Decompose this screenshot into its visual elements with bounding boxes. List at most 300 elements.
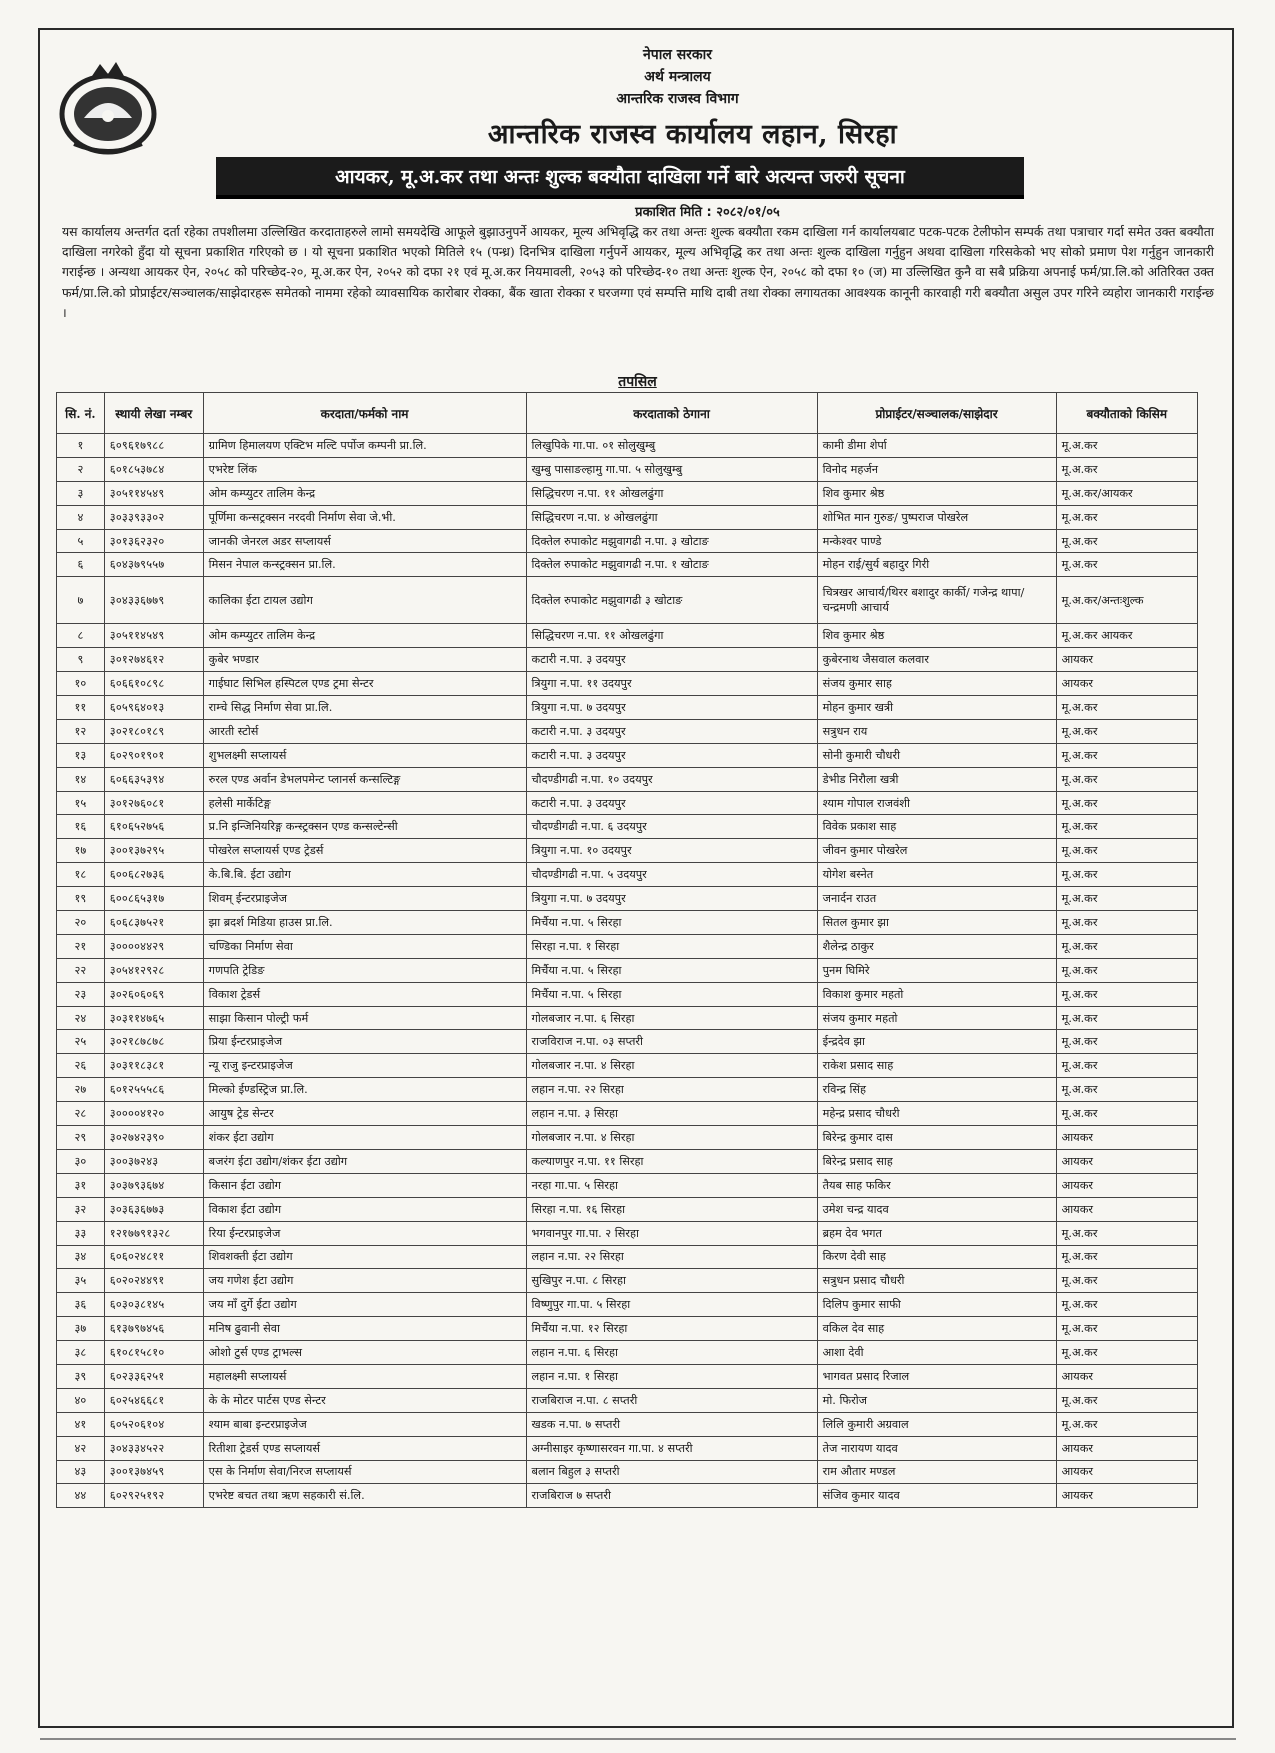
- cell-serial: १३: [57, 743, 105, 767]
- cell-arrears-type: मू.अ.कर: [1056, 1006, 1197, 1030]
- cell-arrears-type: मू.अ.कर: [1056, 911, 1197, 935]
- cell-serial: १५: [57, 791, 105, 815]
- cell-pan: ६००८६५३१७: [104, 887, 203, 911]
- cell-serial: ३६: [57, 1293, 105, 1317]
- header-proprietor: प्रोप्राईटर/सञ्चालक/साझेदार: [817, 393, 1056, 434]
- cell-taxpayer-name: विकाश ईटा उद्योग: [203, 1197, 526, 1221]
- cell-address: कटारी न.पा. ३ उदयपुर: [526, 719, 817, 743]
- cell-address: लहान न.पा. ६ सिरहा: [526, 1341, 817, 1365]
- cell-serial: २६: [57, 1054, 105, 1078]
- cell-taxpayer-name: एभरेष्ट लिंक: [203, 457, 526, 481]
- cell-pan: ३०२१८७८७८: [104, 1030, 203, 1054]
- cell-address: गोलबजार न.पा. ६ सिरहा: [526, 1006, 817, 1030]
- ministry-name: अर्थ मन्त्रालय: [644, 69, 711, 85]
- cell-address: लहान न.पा. २२ सिरहा: [526, 1245, 817, 1269]
- cell-proprietor: वकिल देव साह: [817, 1317, 1056, 1341]
- table-row: [57, 791, 1198, 815]
- cell-proprietor: संजय कुमार महतो: [817, 1006, 1056, 1030]
- cell-serial: १: [57, 434, 105, 458]
- cell-arrears-type: आयकर: [1056, 1149, 1197, 1173]
- cell-pan: ३०१२७४६१२: [104, 648, 203, 672]
- cell-address: मिर्चैया न.पा. १२ सिरहा: [526, 1317, 817, 1341]
- cell-pan: ६१०८१५८१०: [104, 1341, 203, 1365]
- cell-arrears-type: आयकर: [1056, 1436, 1197, 1460]
- cell-taxpayer-name: एस के निर्माण सेवा/निरज सप्लायर्स: [203, 1460, 526, 1484]
- cell-arrears-type: मू.अ.कर: [1056, 696, 1197, 720]
- cell-address: दिक्तेल रुपाकोट मझुवागढी न.पा. १ खोटाङ: [526, 553, 817, 577]
- cell-serial: ११: [57, 696, 105, 720]
- cell-address: त्रियुगा न.पा. ७ उदयपुर: [526, 887, 817, 911]
- cell-proprietor: राकेश प्रसाद साह: [817, 1054, 1056, 1078]
- table-row: [57, 1030, 1198, 1054]
- cell-proprietor: डेभीड निरौला खत्री: [817, 767, 1056, 791]
- cell-arrears-type: मू.अ.कर: [1056, 863, 1197, 887]
- cell-arrears-type: मू.अ.कर: [1056, 1341, 1197, 1365]
- cell-proprietor: भागवत प्रसाद रिजाल: [817, 1364, 1056, 1388]
- cell-proprietor: मो. फिरोज: [817, 1388, 1056, 1412]
- table-row: [57, 1317, 1198, 1341]
- cell-taxpayer-name: रिया ईन्टरप्राइजेज: [203, 1221, 526, 1245]
- cell-proprietor: चित्रखर आचार्य/थिरर बशादुर कार्की/ गजेन्द्र थापा/ चन्द्रमणी आचार्य: [817, 577, 1056, 624]
- cell-address: राजबिराज न.पा. ८ सप्तरी: [526, 1388, 817, 1412]
- cell-arrears-type: मू.अ.कर: [1056, 1293, 1197, 1317]
- cell-address: भगवानपुर गा.पा. २ सिरहा: [526, 1221, 817, 1245]
- cell-pan: ३०३७९३६७४: [104, 1173, 203, 1197]
- cell-serial: ४१: [57, 1412, 105, 1436]
- header: [0, 44, 1275, 151]
- header-serial: सि. नं.: [57, 393, 105, 434]
- cell-pan: ६०१८५३७८४: [104, 457, 203, 481]
- cell-address: सिद्धिचरण न.पा. ४ ओखलढुंगा: [526, 505, 817, 529]
- cell-serial: ३४: [57, 1245, 105, 1269]
- cell-address: सुखिपुर न.पा. ८ सिरहा: [526, 1269, 817, 1293]
- table-row: [57, 696, 1198, 720]
- cell-arrears-type: आयकर: [1056, 1484, 1197, 1508]
- cell-pan: ६०१२५५५८६: [104, 1078, 203, 1102]
- cell-proprietor: कुबेरनाथ जैसवाल कलवार: [817, 648, 1056, 672]
- cell-pan: ६१०६५२७५६: [104, 815, 203, 839]
- table-row: [57, 505, 1198, 529]
- cell-taxpayer-name: किसान ईटा उद्योग: [203, 1173, 526, 1197]
- cell-arrears-type: मू.अ.कर: [1056, 767, 1197, 791]
- cell-proprietor: कामी डीमा शेर्पा: [817, 434, 1056, 458]
- cell-proprietor: लिलि कुमारी अग्रवाल: [817, 1412, 1056, 1436]
- cell-proprietor: मन्केश्वर पाण्डे: [817, 529, 1056, 553]
- cell-arrears-type: मू.अ.कर: [1056, 815, 1197, 839]
- table-row: [57, 1173, 1198, 1197]
- cell-taxpayer-name: न्यू राजु इन्टरप्राइजेज: [203, 1054, 526, 1078]
- cell-proprietor: विनोद महर्जन: [817, 457, 1056, 481]
- cell-taxpayer-name: हलेसी मार्केटिङ्ग: [203, 791, 526, 815]
- cell-taxpayer-name: शुभलक्ष्मी सप्लायर्स: [203, 743, 526, 767]
- cell-pan: ६०५२०६१०४: [104, 1412, 203, 1436]
- cell-proprietor: सत्रुधन प्रसाद चौधरी: [817, 1269, 1056, 1293]
- cell-address: सिरहा न.पा. १६ सिरहा: [526, 1197, 817, 1221]
- cell-arrears-type: मू.अ.कर: [1056, 887, 1197, 911]
- cell-pan: ३००००४४२९: [104, 934, 203, 958]
- cell-address: गोलबजार न.पा. ४ सिरहा: [526, 1054, 817, 1078]
- cell-address: राजविराज न.पा. ०३ सप्तरी: [526, 1030, 817, 1054]
- table-row: [57, 815, 1198, 839]
- cell-proprietor: संजिव कुमार यादव: [817, 1484, 1056, 1508]
- cell-address: खुम्बु पासाङल्हामु गा.पा. ५ सोलुखुम्बु: [526, 457, 817, 481]
- cell-address: मिर्चैया न.पा. ५ सिरहा: [526, 958, 817, 982]
- cell-serial: ७: [57, 577, 105, 624]
- cell-serial: २५: [57, 1030, 105, 1054]
- cell-proprietor: मोहन राई/सुर्य बहादुर गिरी: [817, 553, 1056, 577]
- cell-arrears-type: मू.अ.कर: [1056, 1221, 1197, 1245]
- table-row: [57, 887, 1198, 911]
- cell-address: कटारी न.पा. ३ उदयपुर: [526, 743, 817, 767]
- cell-proprietor: विकाश कुमार महतो: [817, 982, 1056, 1006]
- cell-arrears-type: मू.अ.कर: [1056, 719, 1197, 743]
- cell-taxpayer-name: गणपति ट्रेडिङ: [203, 958, 526, 982]
- cell-pan: १२१७७९१३२८: [104, 1221, 203, 1245]
- cell-pan: ३०२६०६०६९: [104, 982, 203, 1006]
- cell-taxpayer-name: ग्रामिण हिमालयण एक्टिभ मल्टि पर्पोज कम्पनी प्रा.लि.: [203, 434, 526, 458]
- table-row: [57, 767, 1198, 791]
- header-arrears-type: बक्यौताको किसिम: [1056, 393, 1197, 434]
- cell-proprietor: ईन्द्रदेव झा: [817, 1030, 1056, 1054]
- cell-pan: ६०४३७९५५७: [104, 553, 203, 577]
- cell-taxpayer-name: चण्डिका निर्माण सेवा: [203, 934, 526, 958]
- cell-taxpayer-name: शिवम् ईन्टरप्राइजेज: [203, 887, 526, 911]
- cell-taxpayer-name: राम्चे सिद्ध निर्माण सेवा प्रा.लि.: [203, 696, 526, 720]
- cell-proprietor: राम औतार मण्डल: [817, 1460, 1056, 1484]
- cell-arrears-type: मू.अ.कर: [1056, 839, 1197, 863]
- cell-pan: ३०२१८०१८९: [104, 719, 203, 743]
- cell-proprietor: संजय कुमार साह: [817, 672, 1056, 696]
- cell-serial: ४०: [57, 1388, 105, 1412]
- cell-arrears-type: आयकर: [1056, 1364, 1197, 1388]
- table-row: [57, 743, 1198, 767]
- cell-taxpayer-name: साझा किसान पोल्ट्री फर्म: [203, 1006, 526, 1030]
- cell-taxpayer-name: जानकी जेनरल अडर सप्लायर्स: [203, 529, 526, 553]
- table-row: [57, 434, 1198, 458]
- cell-pan: ३००३७२४३: [104, 1149, 203, 1173]
- table-row: [57, 1102, 1198, 1126]
- cell-arrears-type: मू.अ.कर: [1056, 1388, 1197, 1412]
- cell-arrears-type: आयकर: [1056, 1173, 1197, 1197]
- cell-address: मिर्चैया न.पा. ५ सिरहा: [526, 982, 817, 1006]
- table-row: [57, 1245, 1198, 1269]
- cell-serial: २३: [57, 982, 105, 1006]
- cell-pan: ३००१३७४५९: [104, 1460, 203, 1484]
- cell-taxpayer-name: कुबेर भण्डार: [203, 648, 526, 672]
- cell-serial: २४: [57, 1006, 105, 1030]
- cell-pan: ६०२५४६६८१: [104, 1388, 203, 1412]
- defaulters-table: [56, 392, 1198, 1508]
- cell-taxpayer-name: झा ब्रदर्श मिडिया हाउस प्रा.लि.: [203, 911, 526, 935]
- cell-proprietor: शिव कुमार श्रेष्ठ: [817, 624, 1056, 648]
- cell-address: लहान न.पा. १ सिरहा: [526, 1364, 817, 1388]
- cell-address: त्रियुगा न.पा. ११ उदयपुर: [526, 672, 817, 696]
- table-row: [57, 1054, 1198, 1078]
- cell-pan: ३०१२७६०८१: [104, 791, 203, 815]
- cell-arrears-type: मू.अ.कर: [1056, 743, 1197, 767]
- cell-taxpayer-name: पूर्णिमा कन्सट्रक्सन नरदवी निर्माण सेवा जे.भी.: [203, 505, 526, 529]
- table-row: [57, 958, 1198, 982]
- table-row: [57, 1126, 1198, 1150]
- cell-proprietor: तैयब साह फकिर: [817, 1173, 1056, 1197]
- cell-arrears-type: मू.अ.कर/आयकर: [1056, 481, 1197, 505]
- table-row: [57, 648, 1198, 672]
- cell-arrears-type: मू.अ.कर: [1056, 1030, 1197, 1054]
- cell-pan: ३०४३३६७७९: [104, 577, 203, 624]
- cell-taxpayer-name: श्याम बाबा इन्टरप्राइजेज: [203, 1412, 526, 1436]
- cell-taxpayer-name: के.बि.बि. ईटा उद्योग: [203, 863, 526, 887]
- cell-taxpayer-name: बजरंग ईटा उद्योग/शंकर ईटा उद्योग: [203, 1149, 526, 1173]
- department-name: आन्तरिक राजस्व विभाग: [616, 91, 739, 107]
- cell-serial: २९: [57, 1126, 105, 1150]
- cell-arrears-type: मू.अ.कर: [1056, 958, 1197, 982]
- cell-address: लहान न.पा. २२ सिरहा: [526, 1078, 817, 1102]
- cell-proprietor: शिव कुमार श्रेष्ठ: [817, 481, 1056, 505]
- cell-pan: ६०२९२५१९२: [104, 1484, 203, 1508]
- cell-serial: २७: [57, 1078, 105, 1102]
- header-taxpayer-name: करदाता/फर्मको नाम: [203, 393, 526, 434]
- cell-serial: ४३: [57, 1460, 105, 1484]
- cell-proprietor: शैलेन्द्र ठाकुर: [817, 934, 1056, 958]
- cell-serial: ४२: [57, 1436, 105, 1460]
- cell-taxpayer-name: गाईघाट सिभिल हस्पिटल एण्ड ट्रमा सेन्टर: [203, 672, 526, 696]
- cell-taxpayer-name: महालक्ष्मी सप्लायर्स: [203, 1364, 526, 1388]
- table-row: [57, 1460, 1198, 1484]
- cell-arrears-type: मू.अ.कर: [1056, 553, 1197, 577]
- bottom-rule: [40, 1738, 1236, 1740]
- cell-arrears-type: मू.अ.कर: [1056, 1078, 1197, 1102]
- cell-proprietor: तेज नारायण यादव: [817, 1436, 1056, 1460]
- cell-proprietor: सत्रुधन राय: [817, 719, 1056, 743]
- cell-arrears-type: मू.अ.कर: [1056, 1412, 1197, 1436]
- cell-serial: ४: [57, 505, 105, 529]
- cell-proprietor: श्याम गोपाल राजवंशी: [817, 791, 1056, 815]
- cell-pan: ३०३३९३३०२: [104, 505, 203, 529]
- cell-address: खडक न.पा. ७ सप्तरी: [526, 1412, 817, 1436]
- cell-address: चौदण्डीगढी न.पा. ६ उदयपुर: [526, 815, 817, 839]
- cell-address: सिरहा न.पा. १ सिरहा: [526, 934, 817, 958]
- cell-address: नरहा गा.पा. ५ सिरहा: [526, 1173, 817, 1197]
- cell-pan: ६०२९०१९०१: [104, 743, 203, 767]
- publish-date: प्रकाशित मिति : २०८२/०१/०५: [635, 205, 780, 220]
- cell-serial: ३७: [57, 1317, 105, 1341]
- cell-serial: १८: [57, 863, 105, 887]
- table-row: [57, 529, 1198, 553]
- cell-address: सिद्धिचरण न.पा. ११ ओखलढुंगा: [526, 624, 817, 648]
- cell-address: राजबिराज ७ सप्तरी: [526, 1484, 817, 1508]
- cell-taxpayer-name: शंकर ईटा उद्योग: [203, 1126, 526, 1150]
- table-row: [57, 577, 1198, 624]
- table-row: [57, 1149, 1198, 1173]
- cell-arrears-type: मू.अ.कर: [1056, 505, 1197, 529]
- cell-proprietor: पुनम घिमिरे: [817, 958, 1056, 982]
- table-row: [57, 1269, 1198, 1293]
- cell-arrears-type: मू.अ.कर: [1056, 1054, 1197, 1078]
- cell-address: लहान न.पा. ३ सिरहा: [526, 1102, 817, 1126]
- cell-address: चौदण्डीगढी न.पा. ५ उदयपुर: [526, 863, 817, 887]
- cell-arrears-type: आयकर: [1056, 648, 1197, 672]
- details-heading: तपसिल: [618, 374, 657, 390]
- cell-taxpayer-name: प्र.नि इन्जिनियरिङ्ग कन्स्ट्रक्सन एण्ड कन्सल्टेन्सी: [203, 815, 526, 839]
- table-row: [57, 457, 1198, 481]
- cell-proprietor: विवेक प्रकाश साह: [817, 815, 1056, 839]
- cell-serial: ३३: [57, 1221, 105, 1245]
- table-header-row: [57, 393, 1198, 434]
- cell-address: दिक्तेल रुपाकोट मझुवागढी न.पा. ३ खोटाङ: [526, 529, 817, 553]
- cell-arrears-type: आयकर: [1056, 1126, 1197, 1150]
- cell-taxpayer-name: के के मोटर पार्टस एण्ड सेन्टर: [203, 1388, 526, 1412]
- table-row: [57, 672, 1198, 696]
- header-pan: स्थायी लेखा नम्बर: [104, 393, 203, 434]
- table-row: [57, 1078, 1198, 1102]
- cell-proprietor: बिरेन्द्र कुमार दास: [817, 1126, 1056, 1150]
- cell-serial: ३८: [57, 1341, 105, 1365]
- cell-serial: ९: [57, 648, 105, 672]
- cell-address: दिक्तेल रुपाकोट मझुवागढी ३ खोटाङ: [526, 577, 817, 624]
- table-row: [57, 553, 1198, 577]
- cell-serial: २०: [57, 911, 105, 935]
- cell-pan: ३०३११८३८१: [104, 1054, 203, 1078]
- table-row: [57, 1197, 1198, 1221]
- table-row: [57, 839, 1198, 863]
- cell-proprietor: शोभित मान गुरुङ/ पुष्पराज पोखरेल: [817, 505, 1056, 529]
- cell-taxpayer-name: विकाश ट्रेडर्स: [203, 982, 526, 1006]
- cell-proprietor: जीवन कुमार पोखरेल: [817, 839, 1056, 863]
- cell-proprietor: किरण देवी साह: [817, 1245, 1056, 1269]
- header-address: करदाताको ठेगाना: [526, 393, 817, 434]
- cell-address: बलान बिहुल ३ सप्तरी: [526, 1460, 817, 1484]
- cell-address: लिखुपिके गा.पा. ०१ सोलुखुम्बु: [526, 434, 817, 458]
- cell-proprietor: योगेश बस्नेत: [817, 863, 1056, 887]
- cell-proprietor: आशा देवी: [817, 1341, 1056, 1365]
- cell-pan: ३०३६३६७७३: [104, 1197, 203, 1221]
- cell-address: त्रियुगा न.पा. ७ उदयपुर: [526, 696, 817, 720]
- cell-address: गोलबजार न.पा. ४ सिरहा: [526, 1126, 817, 1150]
- cell-serial: ६: [57, 553, 105, 577]
- cell-address: कटारी न.पा. ३ उदयपुर: [526, 648, 817, 672]
- cell-taxpayer-name: शिवशक्ती ईटा उद्योग: [203, 1245, 526, 1269]
- cell-pan: ३०४३३४५२२: [104, 1436, 203, 1460]
- cell-arrears-type: मू.अ.कर: [1056, 982, 1197, 1006]
- cell-arrears-type: आयकर: [1056, 1460, 1197, 1484]
- cell-pan: ६०९६१७९८८: [104, 434, 203, 458]
- table-row: [57, 481, 1198, 505]
- cell-pan: ६१३७९७४५६: [104, 1317, 203, 1341]
- cell-arrears-type: मू.अ.कर: [1056, 1245, 1197, 1269]
- cell-taxpayer-name: मिल्को ईण्डस्ट्रिज प्रा.लि.: [203, 1078, 526, 1102]
- cell-arrears-type: मू.अ.कर: [1056, 1317, 1197, 1341]
- cell-proprietor: महेन्द्र प्रसाद चौधरी: [817, 1102, 1056, 1126]
- cell-serial: १६: [57, 815, 105, 839]
- table-row: [57, 1221, 1198, 1245]
- cell-taxpayer-name: आयुष ट्रेड सेन्टर: [203, 1102, 526, 1126]
- cell-pan: ६०६६३५३९४: [104, 767, 203, 791]
- cell-address: चौदण्डीगढी न.पा. १० उदयपुर: [526, 767, 817, 791]
- table-row: [57, 1341, 1198, 1365]
- cell-address: अग्नीसाइर कृष्णासरवन गा.पा. ४ सप्तरी: [526, 1436, 817, 1460]
- cell-arrears-type: मू.अ.कर: [1056, 1102, 1197, 1126]
- cell-taxpayer-name: ओम कम्प्युटर तालिम केन्द्र: [203, 624, 526, 648]
- table-row: [57, 1364, 1198, 1388]
- cell-proprietor: उमेश चन्द्र यादव: [817, 1197, 1056, 1221]
- cell-serial: ३०: [57, 1149, 105, 1173]
- cell-pan: ३०२७४२३९०: [104, 1126, 203, 1150]
- cell-taxpayer-name: रितीशा ट्रेडर्स एण्ड सप्लायर्स: [203, 1436, 526, 1460]
- table-row: [57, 911, 1198, 935]
- table-row: [57, 1412, 1198, 1436]
- cell-serial: १४: [57, 767, 105, 791]
- table-row: [57, 934, 1198, 958]
- table-row: [57, 719, 1198, 743]
- table-row: [57, 1436, 1198, 1460]
- cell-proprietor: मोहन कुमार खत्री: [817, 696, 1056, 720]
- table-row: [57, 863, 1198, 887]
- cell-pan: ३०५४१२९२८: [104, 958, 203, 982]
- cell-proprietor: दिलिप कुमार साफी: [817, 1293, 1056, 1317]
- cell-proprietor: ब्रहम देव भगत: [817, 1221, 1056, 1245]
- cell-arrears-type: मू.अ.कर: [1056, 434, 1197, 458]
- cell-arrears-type: मू.अ.कर: [1056, 791, 1197, 815]
- cell-pan: ६०२०२४४९१: [104, 1269, 203, 1293]
- cell-pan: ६०६६१०८९८: [104, 672, 203, 696]
- cell-pan: ३०१३६२३२०: [104, 529, 203, 553]
- cell-arrears-type: आयकर: [1056, 672, 1197, 696]
- government-name: नेपाल सरकार: [642, 47, 712, 63]
- cell-serial: ३: [57, 481, 105, 505]
- cell-serial: १९: [57, 887, 105, 911]
- cell-taxpayer-name: प्रिया ईन्टरप्राइजेज: [203, 1030, 526, 1054]
- cell-arrears-type: मू.अ.कर: [1056, 1269, 1197, 1293]
- cell-address: कटारी न.पा. ३ उदयपुर: [526, 791, 817, 815]
- cell-taxpayer-name: मनिष ढुवानी सेवा: [203, 1317, 526, 1341]
- cell-serial: २१: [57, 934, 105, 958]
- cell-taxpayer-name: एभरेष्ट बचत तथा ऋण सहकारी सं.लि.: [203, 1484, 526, 1508]
- notice-body: यस कार्यालय अन्तर्गत दर्ता रहेका तपशीलमा उल्लिखित करदाताहरुले लामो समयदेखि आफूले बुझाउनुपर्ने आयकर, मूल्य अभिवृद्धि कर तथा अन्तः शुल्क बक्यौता रकम दाखिला गर्न कार्यालयबाट पटक-पटक टेलीफोन सम्पर्क तथा पत्राचार गर्दा समेत उक्त बक्यौता दाखिला नगरेको हुँदा यो सूचना प्रकाशित गरिएको छ । यो सूचना प्रकाशित भएको मितिले १५ (पन्ध्र) दिनभित्र दाखिला गर्नुपर्ने आयकर, मूल्य अभिवृद्धि कर तथा अन्तः शुल्क दाखिला गर्नुहुन अथवा दाखिला गरिसकेको भए सोको प्रमाण पेश गर्नुहुन जानकारी गराईन्छ । अन्यथा आयकर ऐन, २०५८ को परिच्छेद-२०, मू.अ.कर ऐन, २०५२ को दफा २१ एवं मू.अ.कर नियमावली, २०५३ को परिच्छेद-१० तथा अन्तः शुल्क ऐन, २०५८ को दफा १० (ज) मा उल्लिखित कुनै वा सबै प्रक्रिया अपनाई फर्म/प्रा.लि.को अतिरिक्त उक्त फर्म/प्रा.लि.को प्रोप्राईटर/सञ्चालक/साझेदारहरू समेतको नाममा रहेको व्यावसायिक कारोबार रोक्का, बैंक खाता रोक्का र घरजग्गा एवं सम्पत्ति माथि दाबी तथा रोक्का लगायतका आवश्यक कानूनी कारवाही गरी बक्यौता असुल उपर गरिने व्यहोरा जानकारी गराईन्छ ।: [62, 224, 1214, 320]
- cell-pan: ६०६०२४८११: [104, 1245, 203, 1269]
- cell-serial: ५: [57, 529, 105, 553]
- cell-taxpayer-name: मिसन नेपाल कन्स्ट्रक्सन प्रा.लि.: [203, 553, 526, 577]
- cell-taxpayer-name: ओम कम्प्युटर तालिम केन्द्र: [203, 481, 526, 505]
- cell-arrears-type: मू.अ.कर: [1056, 934, 1197, 958]
- cell-address: कल्याणपुर न.पा. ११ सिरहा: [526, 1149, 817, 1173]
- cell-address: त्रियुगा न.पा. १० उदयपुर: [526, 839, 817, 863]
- cell-serial: ३२: [57, 1197, 105, 1221]
- cell-arrears-type: आयकर: [1056, 1197, 1197, 1221]
- cell-pan: ६०५९६४०१३: [104, 696, 203, 720]
- cell-taxpayer-name: पोखरेल सप्लायर्स एण्ड ट्रेडर्स: [203, 839, 526, 863]
- cell-serial: ३१: [57, 1173, 105, 1197]
- cell-taxpayer-name: रुरल एण्ड अर्वान डेभलपमेन्ट प्लानर्स कन्सल्टिङ्ग: [203, 767, 526, 791]
- cell-serial: २२: [57, 958, 105, 982]
- cell-pan: ३००००४१२०: [104, 1102, 203, 1126]
- cell-taxpayer-name: आरती स्टोर्स: [203, 719, 526, 743]
- cell-serial: २८: [57, 1102, 105, 1126]
- cell-taxpayer-name: कालिका ईटा टायल उद्योग: [203, 577, 526, 624]
- cell-taxpayer-name: जय गणेश ईटा उद्योग: [203, 1269, 526, 1293]
- cell-proprietor: रविन्द्र सिंह: [817, 1078, 1056, 1102]
- cell-serial: १२: [57, 719, 105, 743]
- cell-serial: ८: [57, 624, 105, 648]
- cell-serial: ३९: [57, 1364, 105, 1388]
- cell-proprietor: बिरेन्द्र प्रसाद साह: [817, 1149, 1056, 1173]
- cell-pan: ३०५११४५४९: [104, 624, 203, 648]
- cell-pan: ३००१३७२९५: [104, 839, 203, 863]
- cell-serial: १७: [57, 839, 105, 863]
- cell-proprietor: जनार्दन राउत: [817, 887, 1056, 911]
- cell-pan: ६०३०३८१४५: [104, 1293, 203, 1317]
- cell-proprietor: सितल कुमार झा: [817, 911, 1056, 935]
- cell-arrears-type: मू.अ.कर: [1056, 457, 1197, 481]
